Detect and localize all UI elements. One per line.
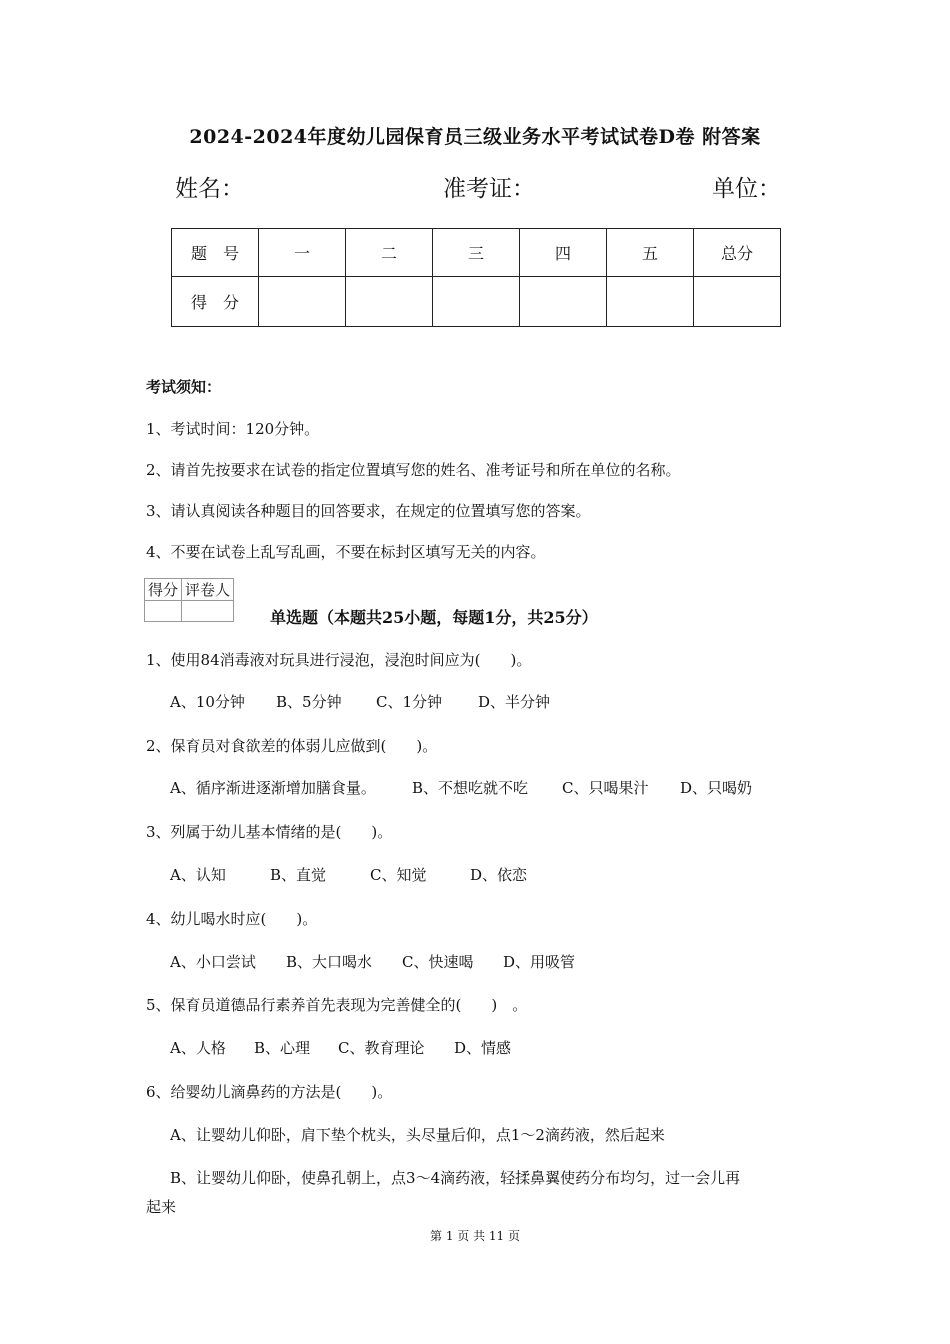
score-table-cell: 题 号 (172, 229, 259, 277)
grader-name-label: 评卷人 (182, 579, 234, 601)
option: A、10分钟 (170, 693, 245, 711)
question-text: 3、列属于幼儿基本情绪的是( )。 (146, 823, 393, 841)
option: D、只喝奶 (680, 779, 753, 797)
option: C、教育理论 (338, 1039, 425, 1057)
score-row-label: 得 分 (172, 277, 259, 327)
score-input-cell[interactable] (346, 277, 433, 327)
question-text: 5、保育员道德品行素养首先表现为完善健全的( ) 。 (146, 996, 528, 1014)
notice-item: 4、不要在试卷上乱写乱画，不要在标封区填写无关的内容。 (146, 543, 546, 561)
question-options (170, 951, 575, 972)
score-table-header-row (172, 229, 781, 277)
grader-score-cell[interactable] (145, 601, 182, 622)
score-table-cell: 四 (520, 229, 607, 277)
question-options (170, 864, 527, 885)
option: A、小口尝试 (170, 953, 256, 971)
notice-item: 2、请首先按要求在试卷的指定位置填写您的姓名、准考证号和所在单位的名称。 (146, 461, 681, 479)
option: B、大口喝水 (286, 953, 373, 971)
option-b-continued: 起来 (146, 1198, 177, 1216)
notice-item: 1、考试时间：120分钟。 (146, 420, 320, 438)
question-options (170, 777, 752, 798)
option: A、认知 (170, 866, 226, 884)
option: C、只喝果汁 (562, 779, 649, 797)
notice-item: 3、请认真阅读各种题目的回答要求，在规定的位置填写您的答案。 (146, 502, 591, 520)
grader-score-label: 得分 (145, 579, 182, 601)
option: B、5分钟 (276, 693, 342, 711)
option: D、用吸管 (503, 953, 576, 971)
option: D、依恋 (470, 866, 528, 884)
name-label: 姓名： (175, 176, 244, 202)
option: C、快速喝 (402, 953, 474, 971)
section-title: 单选题（本题共25小题，每题1分，共25分） (270, 608, 598, 627)
question-options (170, 691, 550, 712)
option-a: A、让婴幼儿仰卧，肩下垫个枕头，头尽量后仰，点1～2滴药液，然后起来 (170, 1126, 665, 1144)
question-text: 6、给婴幼儿滴鼻药的方法是( )。 (146, 1083, 393, 1101)
grader-table (144, 578, 234, 622)
grader-name-cell[interactable] (182, 601, 234, 622)
question-text: 4、幼儿喝水时应( )。 (146, 910, 318, 928)
question-text: 2、保育员对食欲差的体弱儿应做到( )。 (146, 737, 438, 755)
option-b: B、让婴幼儿仰卧，使鼻孔朝上，点3～4滴药液，轻揉鼻翼使药分布均匀，过一会儿再 (170, 1169, 741, 1187)
score-input-cell[interactable] (694, 277, 781, 327)
option: A、人格 (170, 1039, 226, 1057)
score-table (171, 228, 781, 327)
score-input-cell[interactable] (607, 277, 694, 327)
option: B、心理 (254, 1039, 311, 1057)
option: A、循序渐进逐渐增加膳食量。 (170, 779, 376, 797)
exam-title: 2024-2024年度幼儿园保育员三级业务水平考试试卷D卷 附答案 (189, 126, 761, 148)
option: C、1分钟 (376, 693, 443, 711)
candidate-info-row (175, 170, 785, 204)
option: C、知觉 (370, 866, 427, 884)
unit-label: 单位： (712, 176, 781, 202)
score-input-cell[interactable] (433, 277, 520, 327)
exam-id-label: 准考证： (443, 176, 535, 202)
question-text: 1、使用84消毒液对玩具进行浸泡，浸泡时间应为( )。 (146, 651, 532, 669)
score-table-cell: 二 (346, 229, 433, 277)
score-input-cell[interactable] (259, 277, 346, 327)
option: D、情感 (454, 1039, 512, 1057)
score-table-cell: 总分 (694, 229, 781, 277)
notice-title: 考试须知： (146, 378, 222, 396)
option: B、不想吃就不吃 (412, 779, 529, 797)
question-options (170, 1037, 511, 1058)
score-input-cell[interactable] (520, 277, 607, 327)
score-table-cell: 三 (433, 229, 520, 277)
page-footer: 第 1 页 共 11 页 (430, 1229, 520, 1243)
option: D、半分钟 (478, 693, 551, 711)
option: B、直觉 (270, 866, 327, 884)
score-table-score-row (172, 277, 781, 327)
score-table-cell: 一 (259, 229, 346, 277)
score-table-cell: 五 (607, 229, 694, 277)
